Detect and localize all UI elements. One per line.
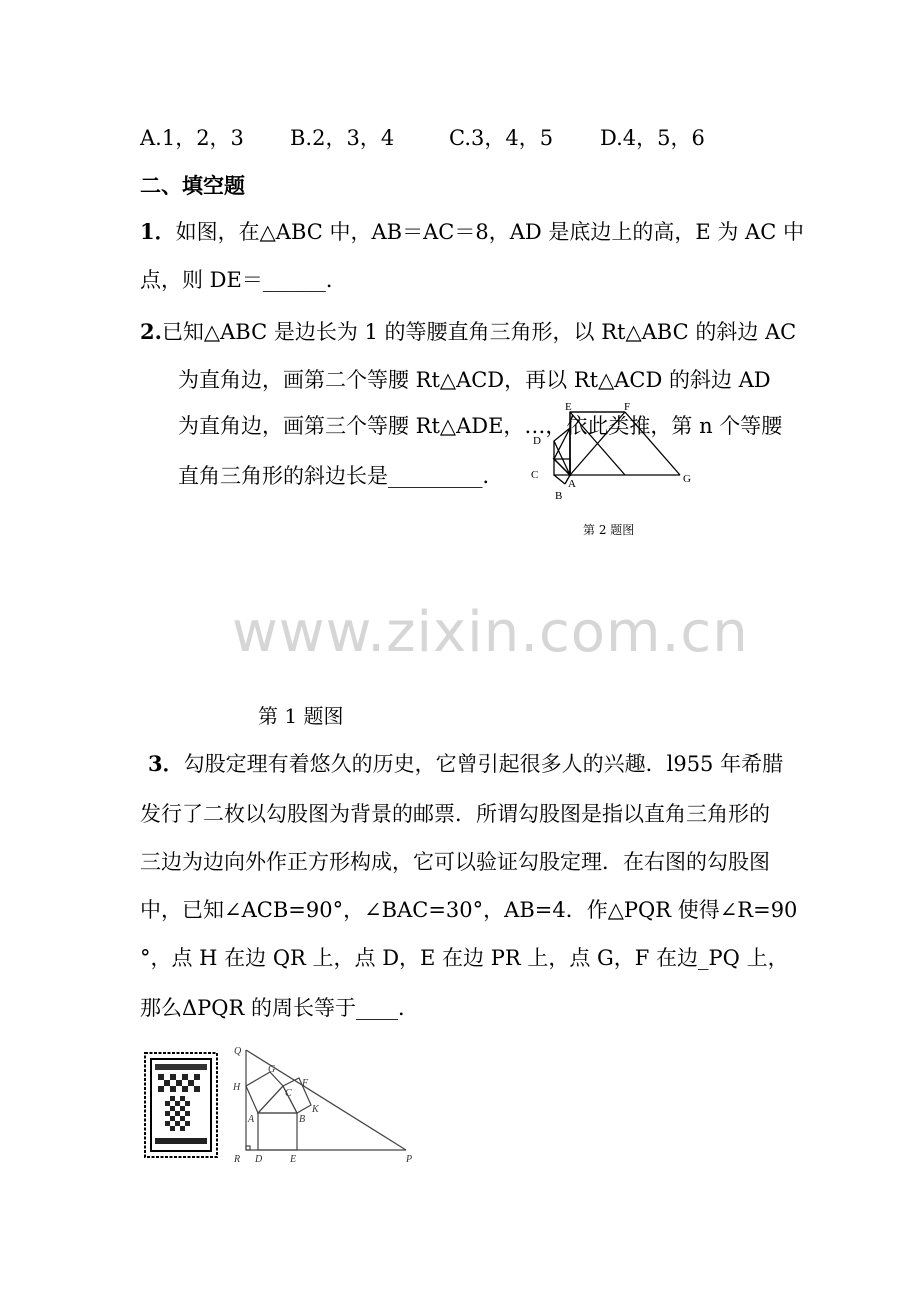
q1-line2: 点，则 DE＝______． xyxy=(140,268,347,292)
q2-line3: 为直角边，画第三个等腰 Rt△ADE，…，依此类推，第 n 个等腰 xyxy=(178,414,783,438)
option-d: D.4，5，6 xyxy=(600,126,705,150)
options-line xyxy=(140,124,244,152)
option-c: C.3，4，5 xyxy=(449,126,554,150)
watermark: www.zixin.com.cn xyxy=(232,600,749,665)
fig3-label-k: K xyxy=(312,1104,319,1115)
fig3-label-r: R xyxy=(234,1154,241,1165)
q3-figure xyxy=(228,1040,424,1168)
fig3-label-h: H xyxy=(233,1082,241,1093)
q2-line4: 直角三角形的斜边长是_________． xyxy=(178,464,504,488)
option-b-wrap xyxy=(290,124,394,152)
q3-line6: 那么ΔPQR 的周长等于____． xyxy=(140,996,419,1020)
q3-text1: 勾股定理有着悠久的历史，它曾引起很多人的兴趣．l955 年希腊 xyxy=(183,752,784,776)
fig2-label-c: C xyxy=(531,469,539,481)
fig2-label-a: A xyxy=(568,478,576,490)
q1-line1 xyxy=(140,218,804,246)
option-c-wrap xyxy=(449,124,553,152)
fig3-label-e: E xyxy=(290,1154,297,1165)
fig2-label-d: D xyxy=(533,435,541,447)
q3-line5: °，点 H 在边 QR 上，点 D，E 在边 PR 上，点 G，F 在边_PQ 上， xyxy=(140,946,789,970)
option-a: A.1，2，3 xyxy=(140,126,244,150)
fig3-label-p: P xyxy=(406,1154,413,1165)
q2-caption: 第 2 题图 xyxy=(583,523,635,537)
q3-number: 3． xyxy=(148,751,184,776)
section-title: 二、填空题 xyxy=(140,173,245,198)
fig3-label-g: G xyxy=(268,1064,276,1075)
fig3-label-c: C xyxy=(285,1088,292,1099)
q2-text1: 已知△ABC 是边长为 1 的等腰直角三角形，以 Rt△ABC 的斜边 AC xyxy=(161,320,797,344)
q3-line4: 中，已知∠ACB=90°，∠BAC=30°，AB=4．作△PQR 使得∠R=90 xyxy=(140,898,798,922)
stamp-image xyxy=(144,1052,218,1158)
q3-line1 xyxy=(148,750,783,778)
q1-number: 1． xyxy=(140,219,176,244)
q2-figure xyxy=(525,398,700,508)
fig3-label-a: A xyxy=(248,1114,255,1125)
q2-line2: 为直角边，画第二个等腰 Rt△ACD，再以 Rt△ACD 的斜边 AD xyxy=(178,368,771,392)
q3-line2: 发行了二枚以勾股图为背景的邮票．所谓勾股图是指以直角三角形的 xyxy=(140,802,770,826)
fig3-label-b: B xyxy=(299,1114,306,1125)
q2-number: 2. xyxy=(140,319,162,344)
option-d-wrap xyxy=(600,124,705,152)
q1-text1: 如图，在△ABC 中，AB＝AC＝8，AD 是底边上的高，E 为 AC 中 xyxy=(175,220,804,244)
q2-line1 xyxy=(140,318,796,346)
fig3-label-f: F xyxy=(302,1078,309,1089)
fig3-label-q: Q xyxy=(234,1046,242,1057)
fig2-label-f: F xyxy=(624,401,631,413)
fig2-label-g: G xyxy=(683,473,691,485)
fig3-label-d: D xyxy=(255,1154,263,1165)
option-b: B.2，3，4 xyxy=(290,126,395,150)
fig2-label-e: E xyxy=(565,401,572,413)
fig2-label-b: B xyxy=(555,490,563,502)
fig1-caption: 第 1 题图 xyxy=(258,704,344,728)
q3-line3: 三边为边向外作正方形构成，它可以验证勾股定理．在右图的勾股图 xyxy=(140,850,770,874)
